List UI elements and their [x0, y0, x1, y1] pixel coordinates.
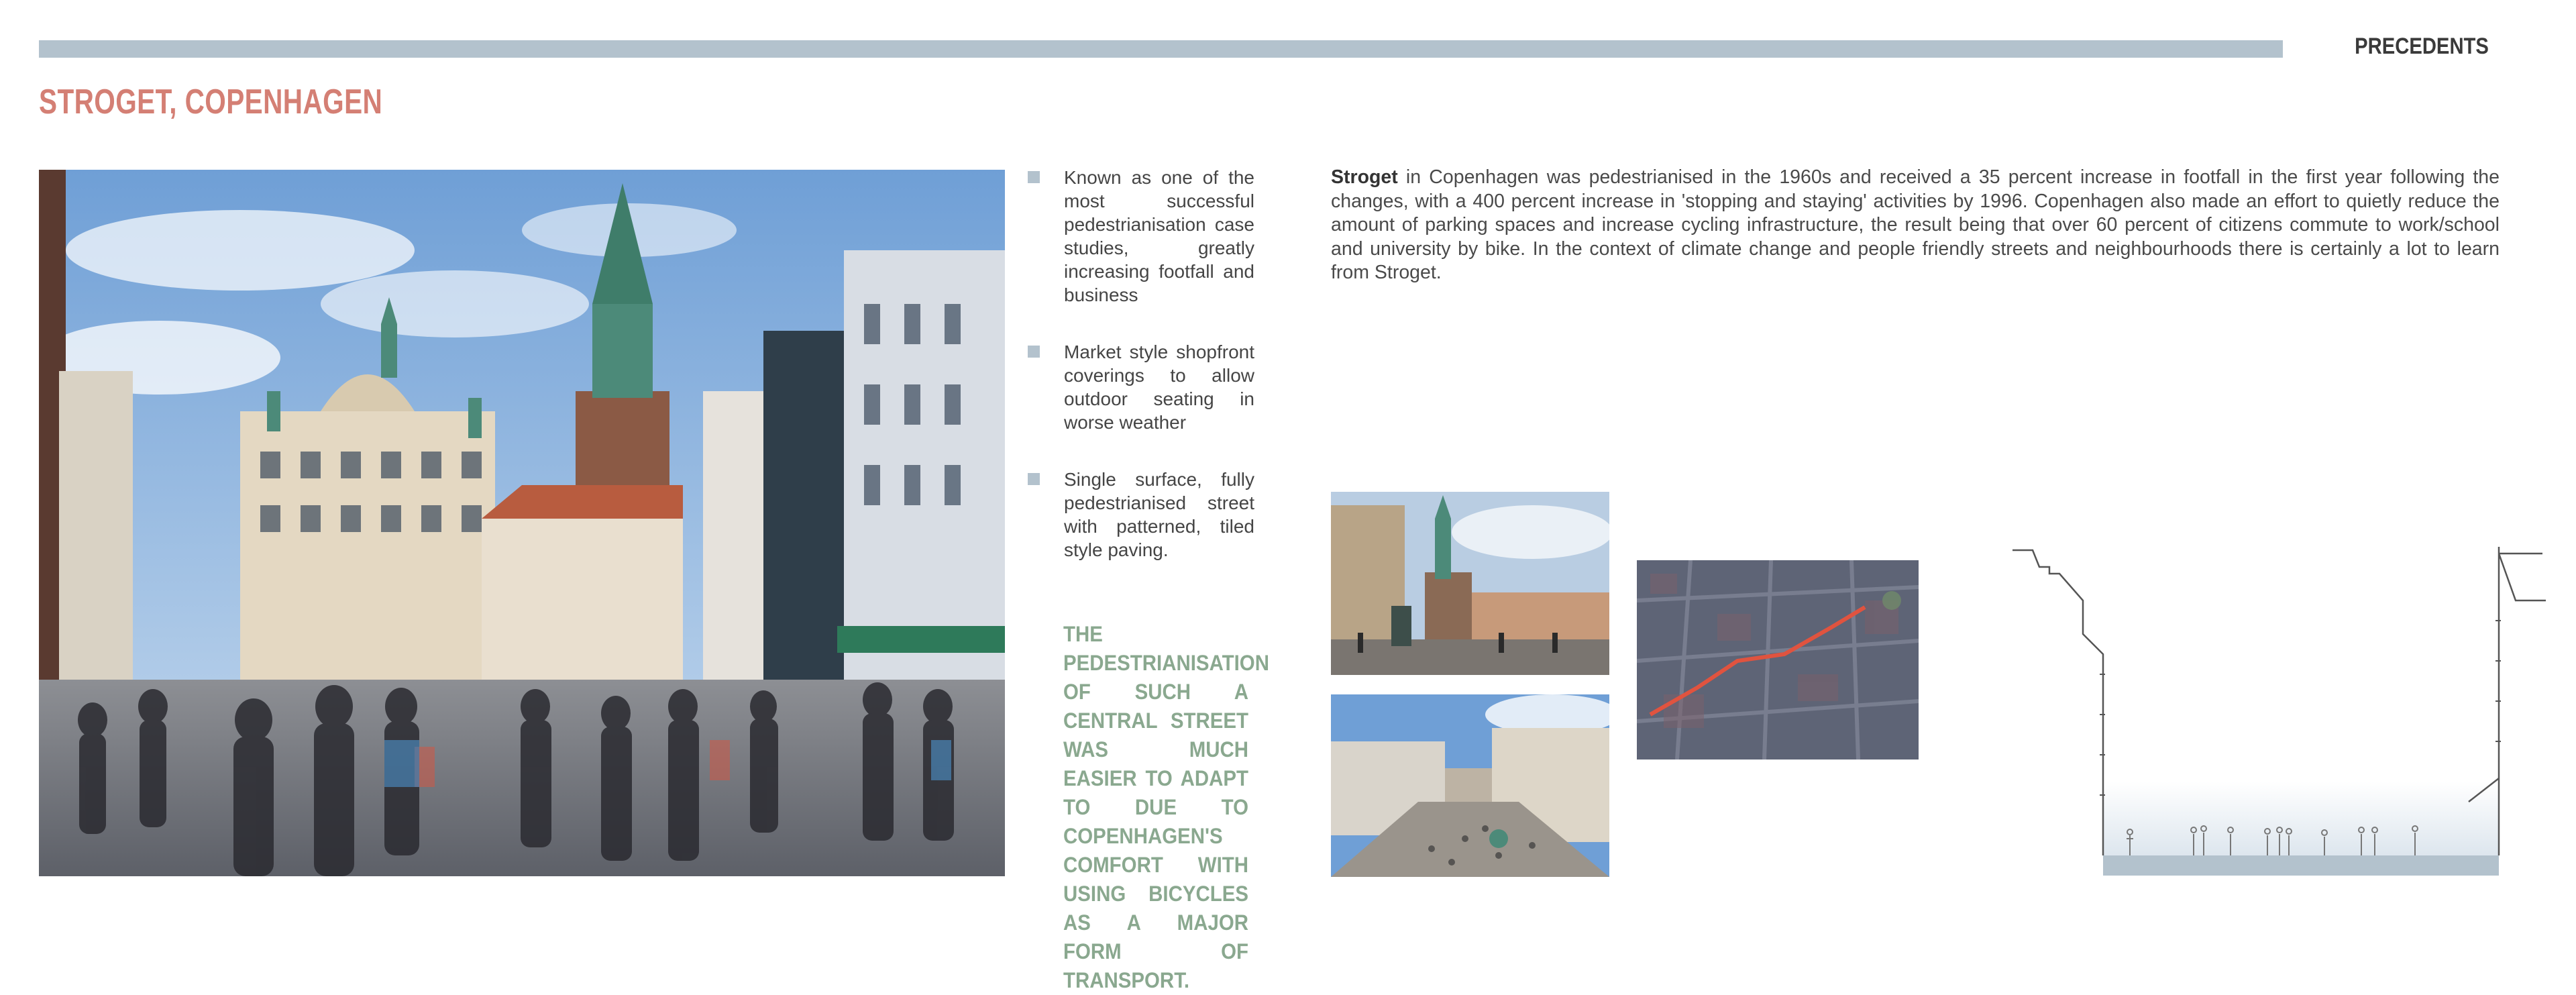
bullet-square-icon	[1028, 346, 1040, 358]
page-title: STROGET, COPENHAGEN	[39, 83, 383, 121]
pull-quote: THE PEDESTRIANISATION OF SUCH A CENTRAL STREET WAS MUCH EASIER TO ADAPT TO DUE TO COPENHAGEN'S COMFORT WITH USING BICYCLES AS A MAJOR FORM OF TRANSPORT.	[1063, 622, 1269, 992]
description-lead: Stroget	[1331, 166, 1398, 188]
bullet-square-icon	[1028, 171, 1040, 183]
list-item	[1026, 166, 1254, 307]
bullet-square-icon	[1028, 473, 1040, 485]
description-body: in Copenhagen was pedestrianised in the 1960s and received a 35 percent increase in footfall in the first year following the changes, with a 400 percent increase in 'stopping and staying' activities by 1996. Copenhagen also made an effort to quietly reduce the amount of parking spaces and increase cycling infrastructure, the result being that over 60 percent of citizens commute to work/school and university by bike. In the context of climate change and people friendly streets and neighbourhoods there is certainly a lot to learn from Stroget.	[1331, 166, 2500, 283]
main-street-photo	[39, 170, 1005, 876]
section-label: PRECEDENTS	[2355, 34, 2489, 59]
square-fountain-photo	[1331, 492, 1609, 675]
bullet-text: Single surface, fully pedestrianised street with patterned, tiled style paving.	[1064, 469, 1254, 560]
street-section-drawing	[1999, 540, 2549, 882]
bullet-list	[1026, 166, 1254, 595]
aerial-street-photo	[1331, 694, 1609, 877]
description-paragraph	[1331, 166, 2500, 285]
list-item	[1026, 468, 1254, 562]
list-item	[1026, 340, 1254, 434]
bullet-text: Market style shopfront coverings to allow outdoor seating in worse weather	[1064, 342, 1254, 433]
header-accent-bar	[39, 40, 2283, 58]
bullet-text: Known as one of the most successful pedestrianisation case studies, greatly increasing footfall and business	[1064, 167, 1254, 305]
aerial-map	[1637, 560, 1919, 760]
